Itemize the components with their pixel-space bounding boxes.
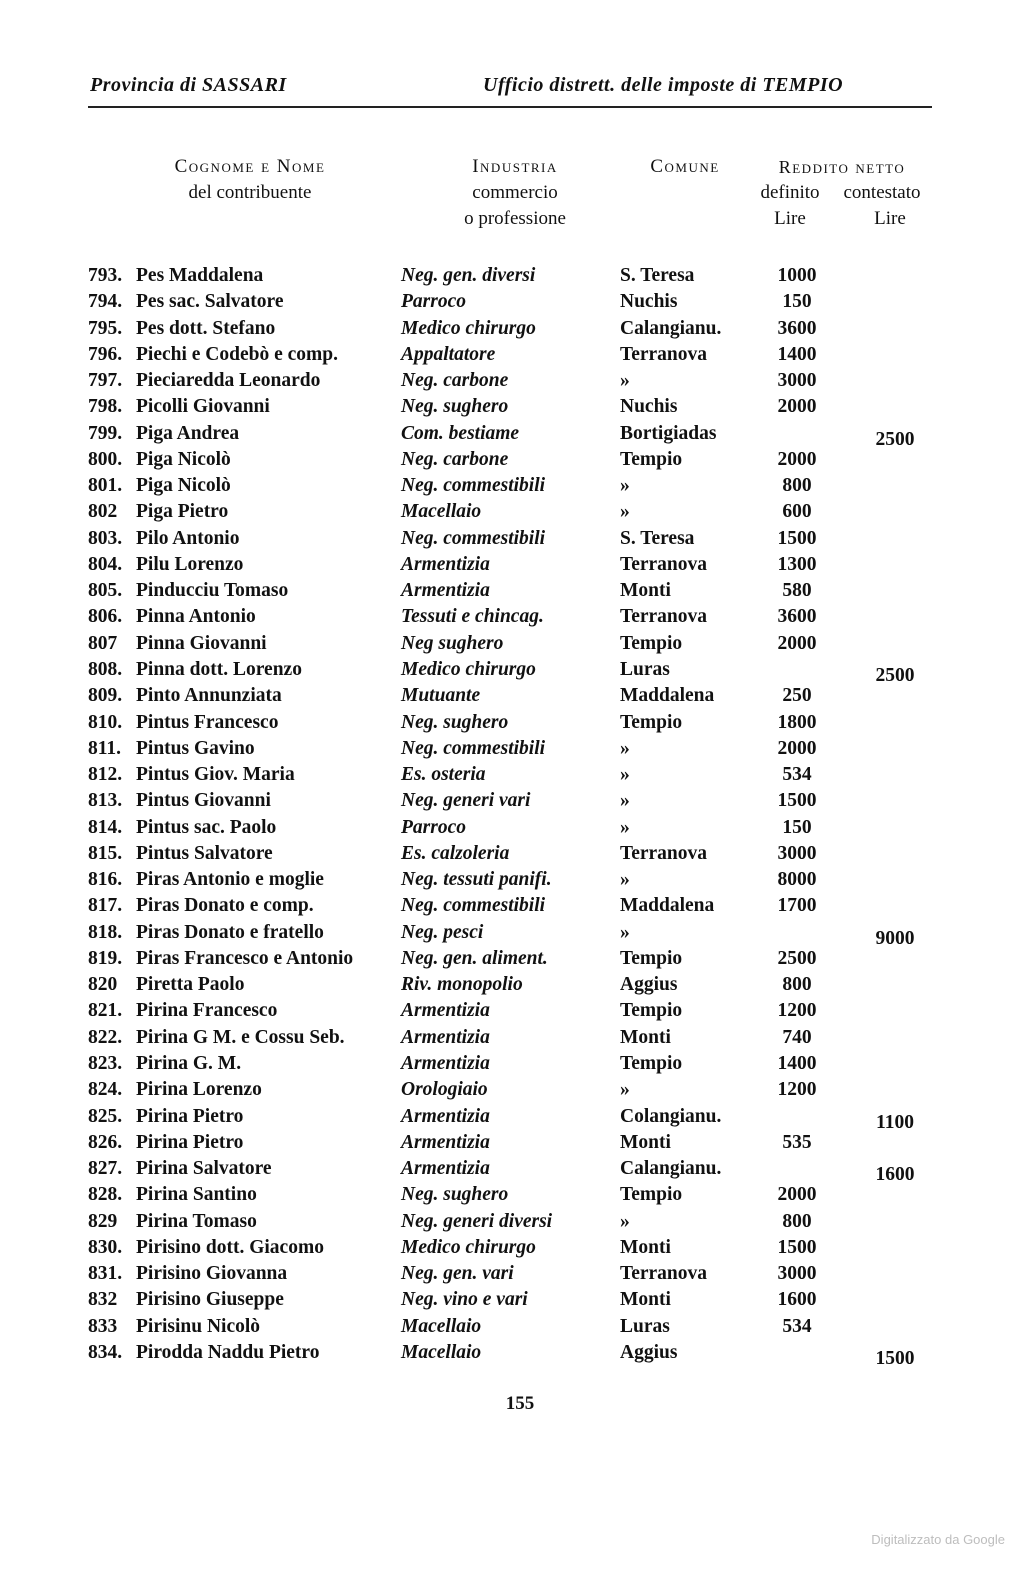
- table-row: [0, 683, 1025, 709]
- table-row: [0, 815, 1025, 841]
- entry-number: 823.: [88, 1052, 123, 1074]
- entry-number: 793.: [88, 265, 123, 286]
- entry-number: 795.: [88, 317, 123, 339]
- industry: Orologiaio: [401, 1079, 488, 1101]
- comune: Luras: [620, 1315, 670, 1337]
- entry-number: 826.: [88, 1131, 123, 1153]
- income-defined: 1600: [777, 1289, 817, 1311]
- taxpayer-name: Pes Maddalena: [136, 265, 264, 286]
- comune: Tempio: [620, 1052, 683, 1074]
- comune: Aggius: [620, 974, 678, 996]
- table-row: [0, 342, 1025, 368]
- taxpayer-name: Pinna Giovanni: [136, 632, 267, 654]
- entry-number: 833: [88, 1315, 118, 1337]
- col-header-industry-sub: commercio: [472, 182, 558, 203]
- entry-number: 808.: [88, 658, 123, 680]
- comune: Maddalena: [620, 685, 715, 707]
- income-defined: 534: [782, 764, 812, 786]
- taxpayer-name: Piras Donato e comp.: [136, 895, 314, 917]
- comune: »: [620, 764, 630, 786]
- industry: Neg. carbone: [401, 370, 509, 392]
- income-defined: 3000: [777, 370, 817, 392]
- industry: Mutuante: [401, 685, 481, 707]
- table-row: [0, 762, 1025, 788]
- comune: »: [620, 737, 630, 759]
- comune: »: [620, 816, 630, 838]
- income-defined: 2000: [777, 1184, 817, 1206]
- entry-number: 804.: [88, 553, 123, 575]
- income-defined: 2000: [777, 448, 817, 470]
- taxpayer-name: Piras Antonio e moglie: [136, 869, 324, 891]
- comune: Terranova: [620, 343, 708, 365]
- industry: Parroco: [401, 816, 466, 838]
- industry: Armentizia: [401, 1158, 490, 1180]
- taxpayer-name: Pirina G. M.: [136, 1052, 242, 1074]
- comune: Luras: [620, 658, 670, 680]
- comune: Monti: [620, 1026, 671, 1048]
- comune: S. Teresa: [620, 527, 695, 549]
- taxpayer-name: Pirisino Giovanna: [136, 1263, 288, 1285]
- industry: Neg. commestibili: [401, 737, 546, 759]
- taxpayer-name: Pinna Antonio: [136, 606, 256, 628]
- comune: Terranova: [620, 606, 708, 628]
- income-defined: 1200: [777, 1079, 817, 1101]
- table-row: [0, 1314, 1025, 1340]
- table-row: [0, 421, 1025, 450]
- entry-number: 803.: [88, 527, 123, 549]
- industry: Appaltatore: [401, 343, 496, 365]
- table-row: [0, 972, 1025, 998]
- table-row: [0, 604, 1025, 630]
- industry: Armentizia: [401, 1131, 490, 1153]
- table-row: [0, 526, 1025, 552]
- taxpayer-name: Pirisino Giuseppe: [136, 1289, 284, 1311]
- comune: Maddalena: [620, 895, 715, 917]
- comune: »: [620, 921, 630, 943]
- comune: Nuchis: [620, 396, 678, 418]
- entry-number: 830.: [88, 1236, 123, 1258]
- taxpayer-name: Piretta Paolo: [136, 974, 245, 996]
- comune: »: [620, 790, 630, 812]
- entry-number: 802: [88, 501, 118, 523]
- comune: »: [620, 869, 630, 891]
- table-row: [0, 552, 1025, 578]
- entry-number: 796.: [88, 343, 123, 365]
- industry: Neg. generi vari: [401, 790, 531, 812]
- table-row: [0, 998, 1025, 1024]
- table-row: [0, 736, 1025, 762]
- col-header-lire-definito: Lire: [774, 208, 806, 229]
- taxpayer-name: Pirina Tomaso: [136, 1210, 257, 1232]
- taxpayer-name: Pirisino dott. Giacomo: [136, 1236, 324, 1258]
- income-defined: 600: [782, 501, 812, 523]
- page-number: 155: [505, 1393, 535, 1414]
- industry: Armentizia: [401, 1026, 490, 1048]
- comune: Terranova: [620, 1263, 708, 1285]
- income-contested: 1500: [875, 1347, 915, 1369]
- taxpayer-name: Pilo Antonio: [136, 527, 240, 549]
- table-row: [0, 1051, 1025, 1077]
- entry-number: 832: [88, 1289, 118, 1311]
- comune: Colangianu.: [620, 1105, 722, 1127]
- income-defined: 1000: [777, 265, 817, 286]
- income-contested: 2500: [875, 428, 915, 450]
- taxpayer-name: Piga Nicolò: [136, 448, 231, 470]
- income-defined: 3600: [777, 317, 817, 339]
- table-row: [0, 631, 1025, 657]
- entry-number: 794.: [88, 291, 123, 313]
- taxpayer-name: Pirina Santino: [136, 1184, 257, 1206]
- income-defined: 2500: [777, 947, 817, 969]
- entry-number: 834.: [88, 1341, 123, 1363]
- entry-number: 801.: [88, 475, 123, 497]
- taxpayer-name: Pirina Lorenzo: [136, 1079, 262, 1101]
- comune: Tempio: [620, 448, 683, 470]
- industry: Armentizia: [401, 1052, 490, 1074]
- income-contested: 1100: [876, 1111, 914, 1133]
- table-row: [0, 394, 1025, 420]
- taxpayer-name: Pirodda Naddu Pietro: [136, 1341, 320, 1363]
- table-row: [0, 788, 1025, 814]
- taxpayer-name: Piga Andrea: [136, 422, 240, 444]
- comune: Nuchis: [620, 291, 678, 313]
- comune: Calangianu.: [620, 317, 722, 339]
- income-defined: 3000: [777, 842, 817, 864]
- comune: Monti: [620, 1289, 671, 1311]
- comune: Tempio: [620, 711, 683, 733]
- taxpayer-name: Piechi e Codebò e comp.: [136, 343, 339, 365]
- table-row: [0, 1287, 1025, 1313]
- entry-number: 829: [88, 1210, 118, 1232]
- industry: Neg. sughero: [401, 396, 509, 418]
- col-header-lire-contestato: Lire: [874, 208, 906, 229]
- taxpayer-name: Pirina Pietro: [136, 1131, 244, 1153]
- comune: »: [620, 501, 630, 523]
- income-defined: 800: [782, 974, 812, 996]
- industry: Armentizia: [401, 553, 490, 575]
- table-row: [0, 893, 1025, 919]
- taxpayer-name: Pirina Francesco: [136, 1000, 278, 1022]
- taxpayer-name: Piras Donato e fratello: [136, 921, 324, 943]
- income-contested: 1600: [875, 1164, 915, 1186]
- income-defined: 2000: [777, 396, 817, 418]
- income-defined: 1500: [777, 527, 817, 549]
- taxpayer-name: Pintus Francesco: [136, 711, 279, 733]
- table-row: [0, 289, 1025, 315]
- industry: Neg. commestibili: [401, 475, 546, 497]
- entry-number: 827.: [88, 1158, 123, 1180]
- table-row: [0, 1235, 1025, 1261]
- table-row: [0, 1130, 1025, 1156]
- table-row: [0, 316, 1025, 342]
- industry: Neg. sughero: [401, 711, 509, 733]
- entry-number: 812.: [88, 764, 123, 786]
- comune: Tempio: [620, 947, 683, 969]
- comune: Calangianu.: [620, 1158, 722, 1180]
- taxpayer-name: Pintus sac. Paolo: [136, 816, 277, 838]
- industry: Parroco: [401, 291, 466, 313]
- income-defined: 1300: [777, 553, 817, 575]
- entry-number: 805.: [88, 580, 123, 602]
- header-office: Ufficio distrett. delle imposte di TEMPIO: [483, 74, 844, 96]
- header-rule: [88, 106, 932, 108]
- entry-number: 819.: [88, 947, 123, 969]
- income-defined: 2000: [777, 737, 817, 759]
- comune: Tempio: [620, 632, 683, 654]
- entry-number: 818.: [88, 921, 123, 943]
- table-row: [0, 1025, 1025, 1051]
- comune: S. Teresa: [620, 265, 695, 286]
- industry: Medico chirurgo: [401, 317, 536, 339]
- comune: »: [620, 1079, 630, 1101]
- entry-number: 817.: [88, 895, 123, 917]
- income-defined: 1400: [777, 1052, 817, 1074]
- entry-number: 813.: [88, 790, 123, 812]
- comune: »: [620, 475, 630, 497]
- industry: Macellaio: [401, 1341, 482, 1363]
- entry-number: 799.: [88, 422, 123, 444]
- table-row: [0, 1340, 1025, 1369]
- industry: Com. bestiame: [401, 422, 520, 444]
- industry: Medico chirurgo: [401, 1236, 536, 1258]
- taxpayer-name: Pirina Pietro: [136, 1105, 244, 1127]
- comune: Tempio: [620, 1000, 683, 1022]
- income-contested: 2500: [875, 664, 915, 686]
- income-defined: 1400: [777, 343, 817, 365]
- col-header-industry-sub2: o professione: [464, 208, 566, 229]
- comune: »: [620, 1210, 630, 1232]
- col-header-name-sub: del contribuente: [188, 182, 312, 203]
- industry: Medico chirurgo: [401, 658, 536, 680]
- entry-number: 824.: [88, 1079, 123, 1101]
- industry: Neg. commestibili: [401, 527, 546, 549]
- industry: Neg. vino e vari: [401, 1289, 528, 1311]
- taxpayer-name: Pintus Gavino: [136, 737, 255, 759]
- comune: Bortigiadas: [620, 422, 717, 444]
- industry: Riv. monopolio: [401, 974, 523, 996]
- col-header-definito: definito: [760, 182, 820, 203]
- entry-number: 811.: [88, 737, 122, 759]
- entry-number: 798.: [88, 396, 123, 418]
- industry: Macellaio: [401, 501, 482, 523]
- comune: Monti: [620, 1131, 671, 1153]
- income-defined: 3600: [777, 606, 817, 628]
- taxpayer-name: Pes dott. Stefano: [136, 317, 276, 339]
- income-defined: 1200: [777, 1000, 817, 1022]
- industry: Neg. gen. diversi: [401, 265, 536, 286]
- industry: Neg. gen. vari: [401, 1263, 514, 1285]
- income-defined: 580: [782, 580, 812, 602]
- table-row: [0, 499, 1025, 525]
- income-defined: 1700: [777, 895, 817, 917]
- table-row: [0, 1156, 1025, 1186]
- income-defined: 150: [782, 291, 812, 313]
- income-defined: 535: [782, 1131, 812, 1153]
- taxpayer-name: Pintus Salvatore: [136, 842, 273, 864]
- col-header-contestato: contestato: [843, 182, 921, 203]
- income-defined: 250: [782, 685, 812, 707]
- entry-number: 820: [88, 974, 118, 996]
- entry-number: 800.: [88, 448, 123, 470]
- col-header-comune: Comune: [650, 156, 720, 177]
- table-row: [0, 368, 1025, 394]
- table-row: [0, 841, 1025, 867]
- entry-number: 828.: [88, 1184, 123, 1206]
- comune: »: [620, 370, 630, 392]
- taxpayer-name: Pirina Salvatore: [136, 1158, 272, 1180]
- income-defined: 800: [782, 475, 812, 497]
- income-defined: 740: [782, 1026, 812, 1048]
- comune: Monti: [620, 580, 671, 602]
- industry: Armentizia: [401, 1000, 490, 1022]
- table-row: [0, 1077, 1025, 1103]
- entry-number: 825.: [88, 1105, 123, 1127]
- entry-number: 821.: [88, 1000, 123, 1022]
- income-defined: 3000: [777, 1263, 817, 1285]
- industry: Es. calzoleria: [401, 842, 510, 864]
- taxpayer-name: Picolli Giovanni: [136, 396, 270, 418]
- table-row: [0, 1261, 1025, 1287]
- comune: Aggius: [620, 1341, 678, 1363]
- income-defined: 1800: [777, 711, 817, 733]
- income-defined: 8000: [777, 869, 817, 891]
- table-row: [0, 1209, 1025, 1235]
- watermark: Digitalizzato da Google: [871, 1532, 1005, 1547]
- income-defined: 1500: [777, 1236, 817, 1258]
- table-row: [0, 578, 1025, 604]
- income-defined: 1500: [777, 790, 817, 812]
- industry: Neg. sughero: [401, 1184, 509, 1206]
- industry: Neg. pesci: [401, 921, 484, 943]
- entry-number: 815.: [88, 842, 123, 864]
- industry: Armentizia: [401, 1105, 490, 1127]
- taxpayer-name: Pieciaredda Leonardo: [136, 370, 321, 392]
- table-row: [0, 447, 1025, 473]
- income-defined: 534: [782, 1315, 812, 1337]
- industry: Neg. commestibili: [401, 895, 546, 917]
- entry-number: 807: [88, 632, 118, 654]
- table-row: [0, 657, 1025, 686]
- income-defined: 800: [782, 1210, 812, 1232]
- table-row: [0, 710, 1025, 736]
- comune: Tempio: [620, 1184, 683, 1206]
- industry: Armentizia: [401, 580, 490, 602]
- table-row: [0, 1182, 1025, 1208]
- industry: Tessuti e chincag.: [401, 606, 544, 628]
- income-contested: 9000: [875, 927, 915, 949]
- col-header-name: Cognome e Nome: [174, 156, 326, 177]
- table-row: [0, 263, 1025, 289]
- taxpayer-name: Pirisinu Nicolò: [136, 1315, 261, 1337]
- income-defined: 150: [782, 816, 812, 838]
- comune: Terranova: [620, 842, 708, 864]
- industry: Neg sughero: [401, 632, 504, 654]
- industry: Neg. gen. aliment.: [401, 947, 548, 969]
- industry: Neg. carbone: [401, 448, 509, 470]
- entry-number: 809.: [88, 685, 123, 707]
- taxpayer-name: Pintus Giovanni: [136, 790, 271, 812]
- comune: Monti: [620, 1236, 671, 1258]
- table-row: [0, 867, 1025, 893]
- col-header-industry: Industria: [472, 156, 558, 177]
- industry: Es. osteria: [401, 764, 486, 786]
- industry: Neg. generi diversi: [401, 1210, 553, 1232]
- taxpayer-name: Pinna dott. Lorenzo: [136, 658, 302, 680]
- taxpayer-table: [0, 263, 1025, 1369]
- taxpayer-name: Pinducciu Tomaso: [136, 580, 289, 602]
- taxpayer-name: Piga Pietro: [136, 501, 229, 523]
- entry-number: 822.: [88, 1026, 123, 1048]
- taxpayer-name: Pes sac. Salvatore: [136, 291, 284, 313]
- income-defined: 2000: [777, 632, 817, 654]
- entry-number: 814.: [88, 816, 123, 838]
- table-row: [0, 920, 1025, 949]
- entry-number: 831.: [88, 1263, 123, 1285]
- entry-number: 797.: [88, 370, 123, 392]
- industry: Macellaio: [401, 1315, 482, 1337]
- taxpayer-name: Piras Francesco e Antonio: [136, 947, 354, 969]
- taxpayer-name: Piga Nicolò: [136, 475, 231, 497]
- col-header-reddito: Reddito netto: [778, 157, 906, 177]
- table-row: [0, 1104, 1025, 1133]
- comune: Terranova: [620, 553, 708, 575]
- taxpayer-name: Pirina G M. e Cossu Seb.: [136, 1026, 345, 1048]
- table-row: [0, 473, 1025, 499]
- taxpayer-name: Pinto Annunziata: [136, 685, 282, 707]
- table-row: [0, 946, 1025, 972]
- entry-number: 816.: [88, 869, 123, 891]
- entry-number: 810.: [88, 711, 123, 733]
- taxpayer-name: Pilu Lorenzo: [136, 553, 244, 575]
- industry: Neg. tessuti panifi.: [401, 869, 552, 891]
- entry-number: 806.: [88, 606, 123, 628]
- header-province: Provincia di SASSARI: [90, 74, 287, 96]
- taxpayer-name: Pintus Giov. Maria: [136, 764, 295, 786]
